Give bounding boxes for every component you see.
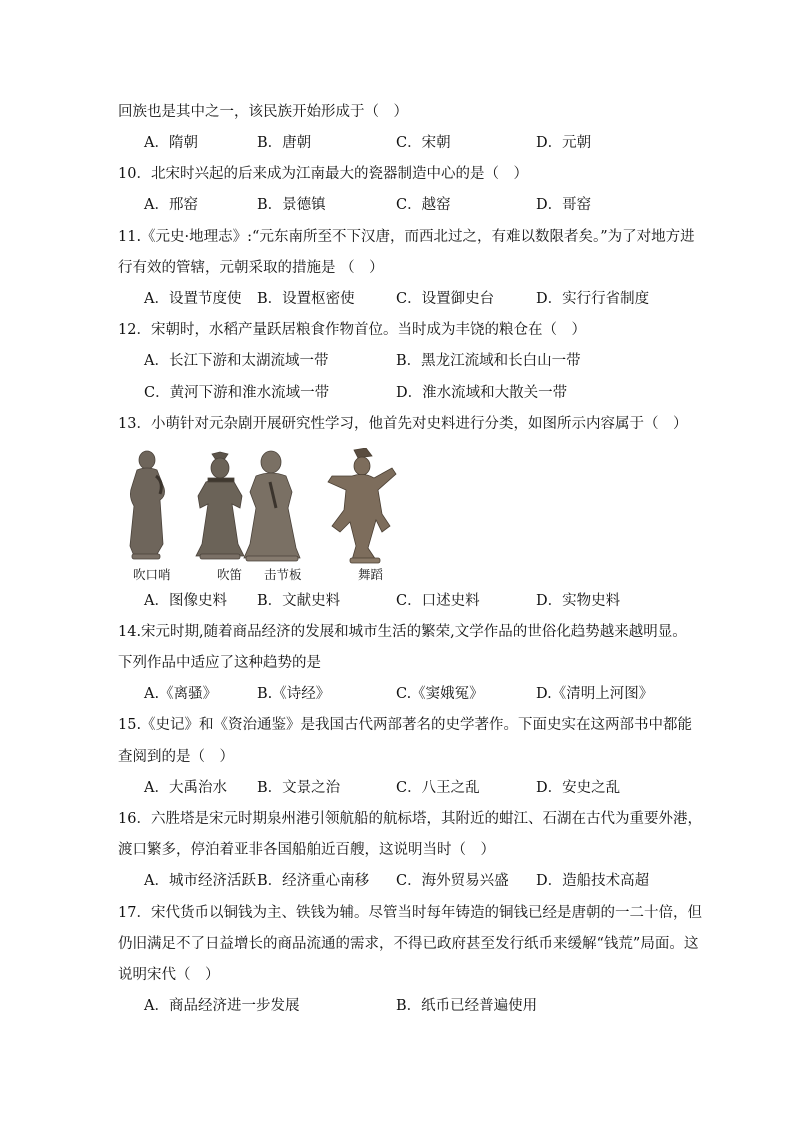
- q14-option-a[interactable]: A.《离骚》: [144, 686, 218, 702]
- q12-option-d[interactable]: D．淮水流域和大散关一带: [396, 385, 568, 401]
- q15-stem-line1: 15.《史记》和《资治通鉴》是我国古代两部著名的史学著作。下面史实在这两部书中都能: [118, 717, 693, 733]
- q12-option-c[interactable]: C．黄河下游和淮水流域一带: [144, 385, 330, 401]
- q9-option-d[interactable]: D．元朝: [536, 135, 592, 151]
- q13-option-a[interactable]: A．图像史料: [144, 593, 227, 609]
- q9-option-b[interactable]: B．唐朝: [257, 135, 312, 151]
- q15-option-b[interactable]: B．文景之治: [257, 780, 341, 796]
- q16-options: [0, 871, 794, 891]
- q9-stem: 回族也是其中之一，该民族开始形成于（ ）: [118, 104, 408, 120]
- q10-options: [0, 195, 794, 215]
- q12-options-row2: [0, 383, 794, 403]
- q11-stem-line1: 11.《元史·地理志》:“元东南所至不下汉唐，而西北过之，有难以数限者矣。”为了对地方进: [118, 229, 695, 245]
- q11-option-c[interactable]: C．设置御史台: [396, 291, 495, 307]
- figurine-dance: [328, 448, 396, 563]
- q13-options: [0, 591, 794, 611]
- q10-option-a[interactable]: A．邢窑: [144, 197, 198, 213]
- q9-option-c[interactable]: C．宋朝: [396, 135, 451, 151]
- q9-option-a[interactable]: A．隋朝: [144, 135, 198, 151]
- yuan-opera-figurines-image: [120, 448, 410, 582]
- q17-stem-line1: 17．宋代货币以铜钱为主、铁钱为辅。尽管当时每年铸造的铜钱已经是唐朝的一二十倍，但: [118, 905, 702, 921]
- q13-option-c[interactable]: C．口述史料: [396, 593, 480, 609]
- q15-option-d[interactable]: D．安史之乱: [536, 780, 621, 796]
- q16-option-a[interactable]: A．城市经济活跃: [144, 873, 256, 889]
- q11-options: [0, 289, 794, 309]
- figure-caption-whistling: 吹口哨: [133, 567, 171, 582]
- q15-options: [0, 778, 794, 798]
- q15-option-c[interactable]: C．八王之乱: [396, 780, 480, 796]
- q15-stem-line2: 查阅到的是（ ）: [118, 749, 234, 765]
- figurines-illustration: [120, 448, 410, 582]
- q12-option-b[interactable]: B．黑龙江流域和长白山一带: [396, 353, 581, 369]
- q14-option-c[interactable]: C.《窦娥冤》: [396, 686, 484, 702]
- q12-options-row1: [0, 351, 794, 371]
- q13-option-d[interactable]: D．实物史料: [536, 593, 621, 609]
- q10-option-b[interactable]: B．景德镇: [257, 197, 326, 213]
- q17-option-b[interactable]: B．纸币已经普遍使用: [396, 998, 538, 1014]
- q17-option-a[interactable]: A．商品经济进一步发展: [144, 998, 300, 1014]
- q17-stem-line2: 仍旧满足不了日益增长的商品流通的需求，不得已政府甚至发行纸币来缓解“钱荒”局面。这: [118, 936, 699, 952]
- q11-option-d[interactable]: D．实行行省制度: [536, 291, 650, 307]
- q10-option-c[interactable]: C．越窑: [396, 197, 451, 213]
- q14-option-b[interactable]: B.《诗经》: [257, 686, 331, 702]
- figurine-clapper: [244, 451, 300, 561]
- figure-caption-flute: 吹笛: [217, 567, 243, 582]
- q16-option-b[interactable]: B．经济重心南移: [257, 873, 370, 889]
- q9-options: [0, 133, 794, 153]
- figurine-flute: [196, 452, 244, 559]
- q12-stem: 12．宋朝时，水稻产量跃居粮食作物首位。当时成为丰饶的粮仓在（ ）: [118, 322, 586, 338]
- q16-option-c[interactable]: C．海外贸易兴盛: [396, 873, 509, 889]
- q16-stem-line2: 渡口繁多，停泊着亚非各国船舶近百艘，这说明当时（ ）: [118, 842, 495, 858]
- q16-option-d[interactable]: D．造船技术高超: [536, 873, 650, 889]
- q12-option-a[interactable]: A．长江下游和太湖流域一带: [144, 353, 329, 369]
- q14-stem-line2: 下列作品中适应了这种趋势的是: [118, 655, 321, 671]
- q13-option-b[interactable]: B．文献史料: [257, 593, 341, 609]
- q14-option-d[interactable]: D.《清明上河图》: [536, 686, 654, 702]
- figure-caption-dance: 舞蹈: [358, 567, 384, 582]
- q11-option-a[interactable]: A．设置节度使: [144, 291, 242, 307]
- q16-stem-line1: 16．六胜塔是宋元时期泉州港引领航船的航标塔，其附近的蚶江、石湖在古代为重要外港，: [118, 811, 702, 827]
- q14-stem-line1: 14.宋元时期,随着商品经济的发展和城市生活的繁荣,文学作品的世俗化趋势越来越明显。: [118, 624, 687, 640]
- q15-option-a[interactable]: A．大禹治水: [144, 780, 227, 796]
- q10-stem: 10．北宋时兴起的后来成为江南最大的瓷器制造中心的是（ ）: [118, 166, 528, 182]
- q11-option-b[interactable]: B．设置枢密使: [257, 291, 355, 307]
- q10-option-d[interactable]: D．哥窑: [536, 197, 592, 213]
- q17-stem-line3: 说明宋代（ ）: [118, 967, 220, 983]
- q14-options: [0, 684, 794, 704]
- q11-stem-line2: 行有效的管辖，元朝采取的措施是 （ ）: [118, 260, 384, 276]
- figure-caption-clapper: 击节板: [264, 567, 302, 582]
- q13-stem: 13．小萌针对元杂剧开展研究性学习，他首先对史料进行分类，如图所示内容属于（ ）: [118, 416, 688, 432]
- figurine-whistling: [130, 451, 165, 559]
- q17-options: [0, 996, 794, 1016]
